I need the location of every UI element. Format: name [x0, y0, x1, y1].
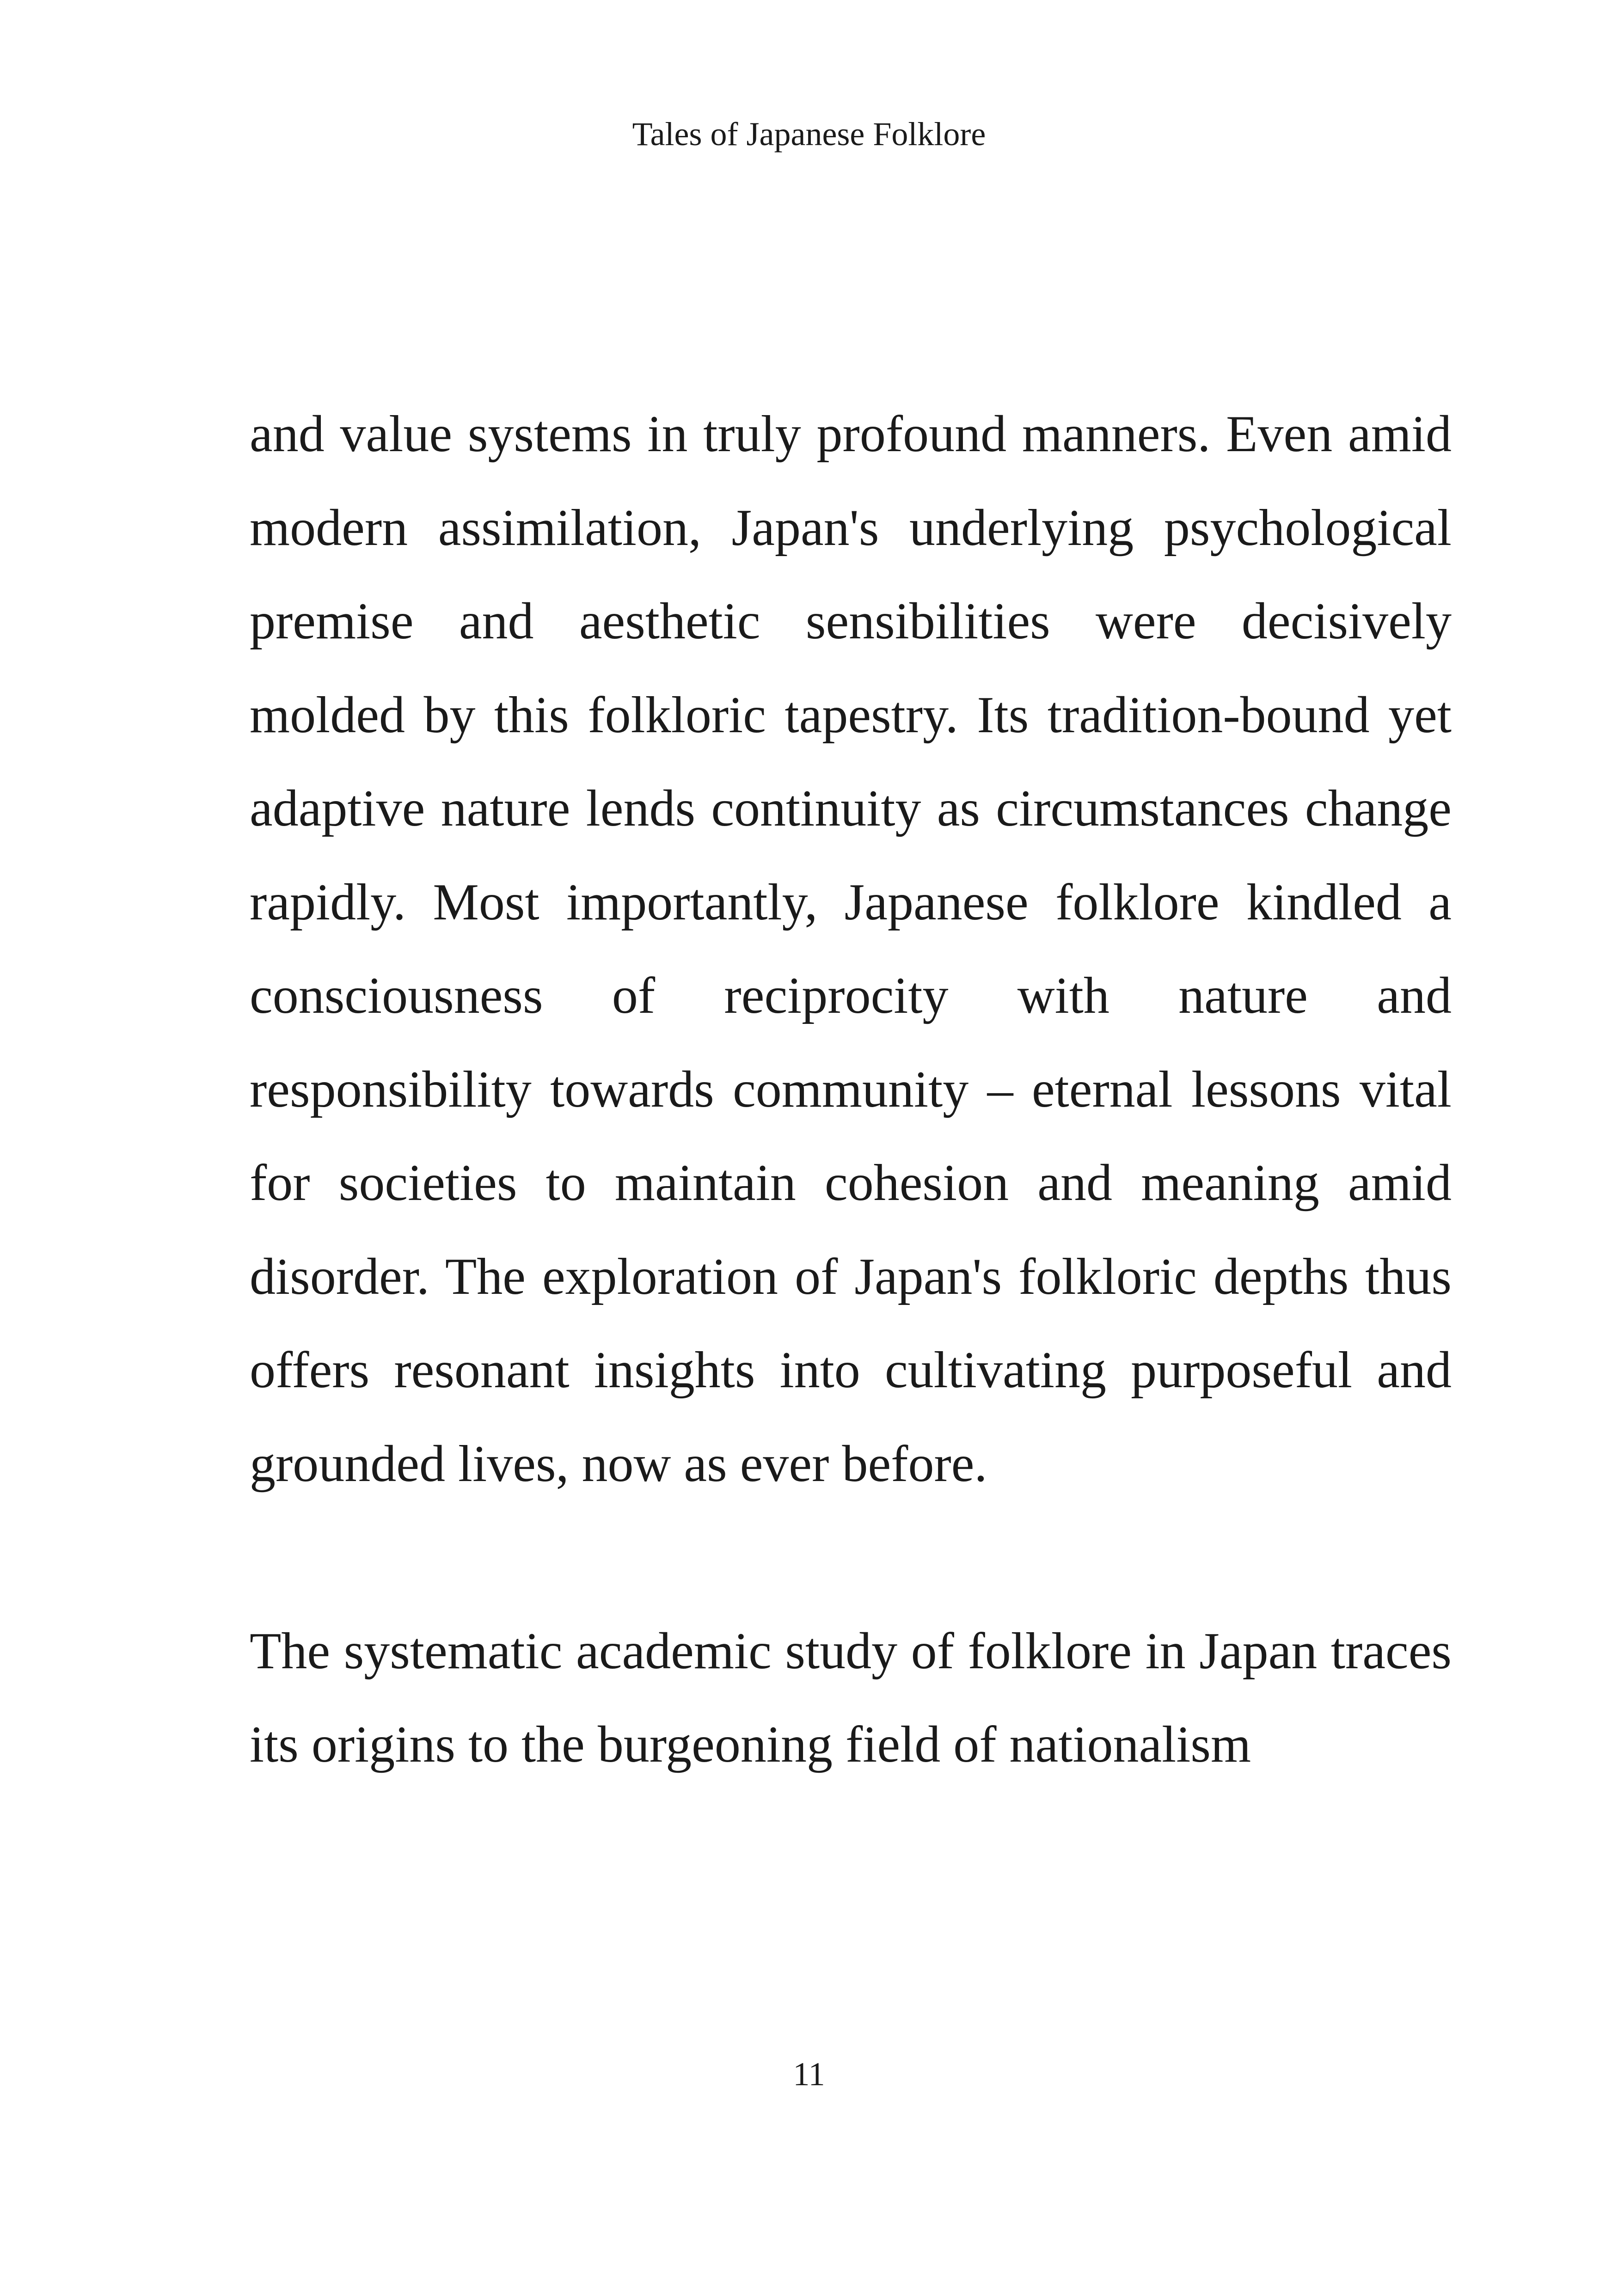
page-number: 11: [793, 2056, 825, 2093]
paragraph-1: and value systems in truly profound manners. Even amid modern assimilation, Japan's underlying psychological premise and aesthetic sensibilities were decisively molded by this folkloric tapestry. Its tradition-bound yet adaptive nature lends continuity as circumstances change rapidly. Most importantly, Japanese folklore kindled a consciousness of reciprocity with nature and responsibility towards community – eternal lessons vital for societies to maintain cohesion and meaning amid disorder. The exploration of Japan's folkloric depths thus offers resonant insights into cultivating purposeful and grounded lives, now as ever before.: [250, 405, 1452, 1493]
running-header-title: Tales of Japanese Folklore: [632, 116, 986, 153]
paragraph-2: The systematic academic study of folklore in Japan traces its origins to the burgeoning field of nationalism: [250, 1622, 1452, 1773]
body-text: [250, 387, 1452, 1792]
